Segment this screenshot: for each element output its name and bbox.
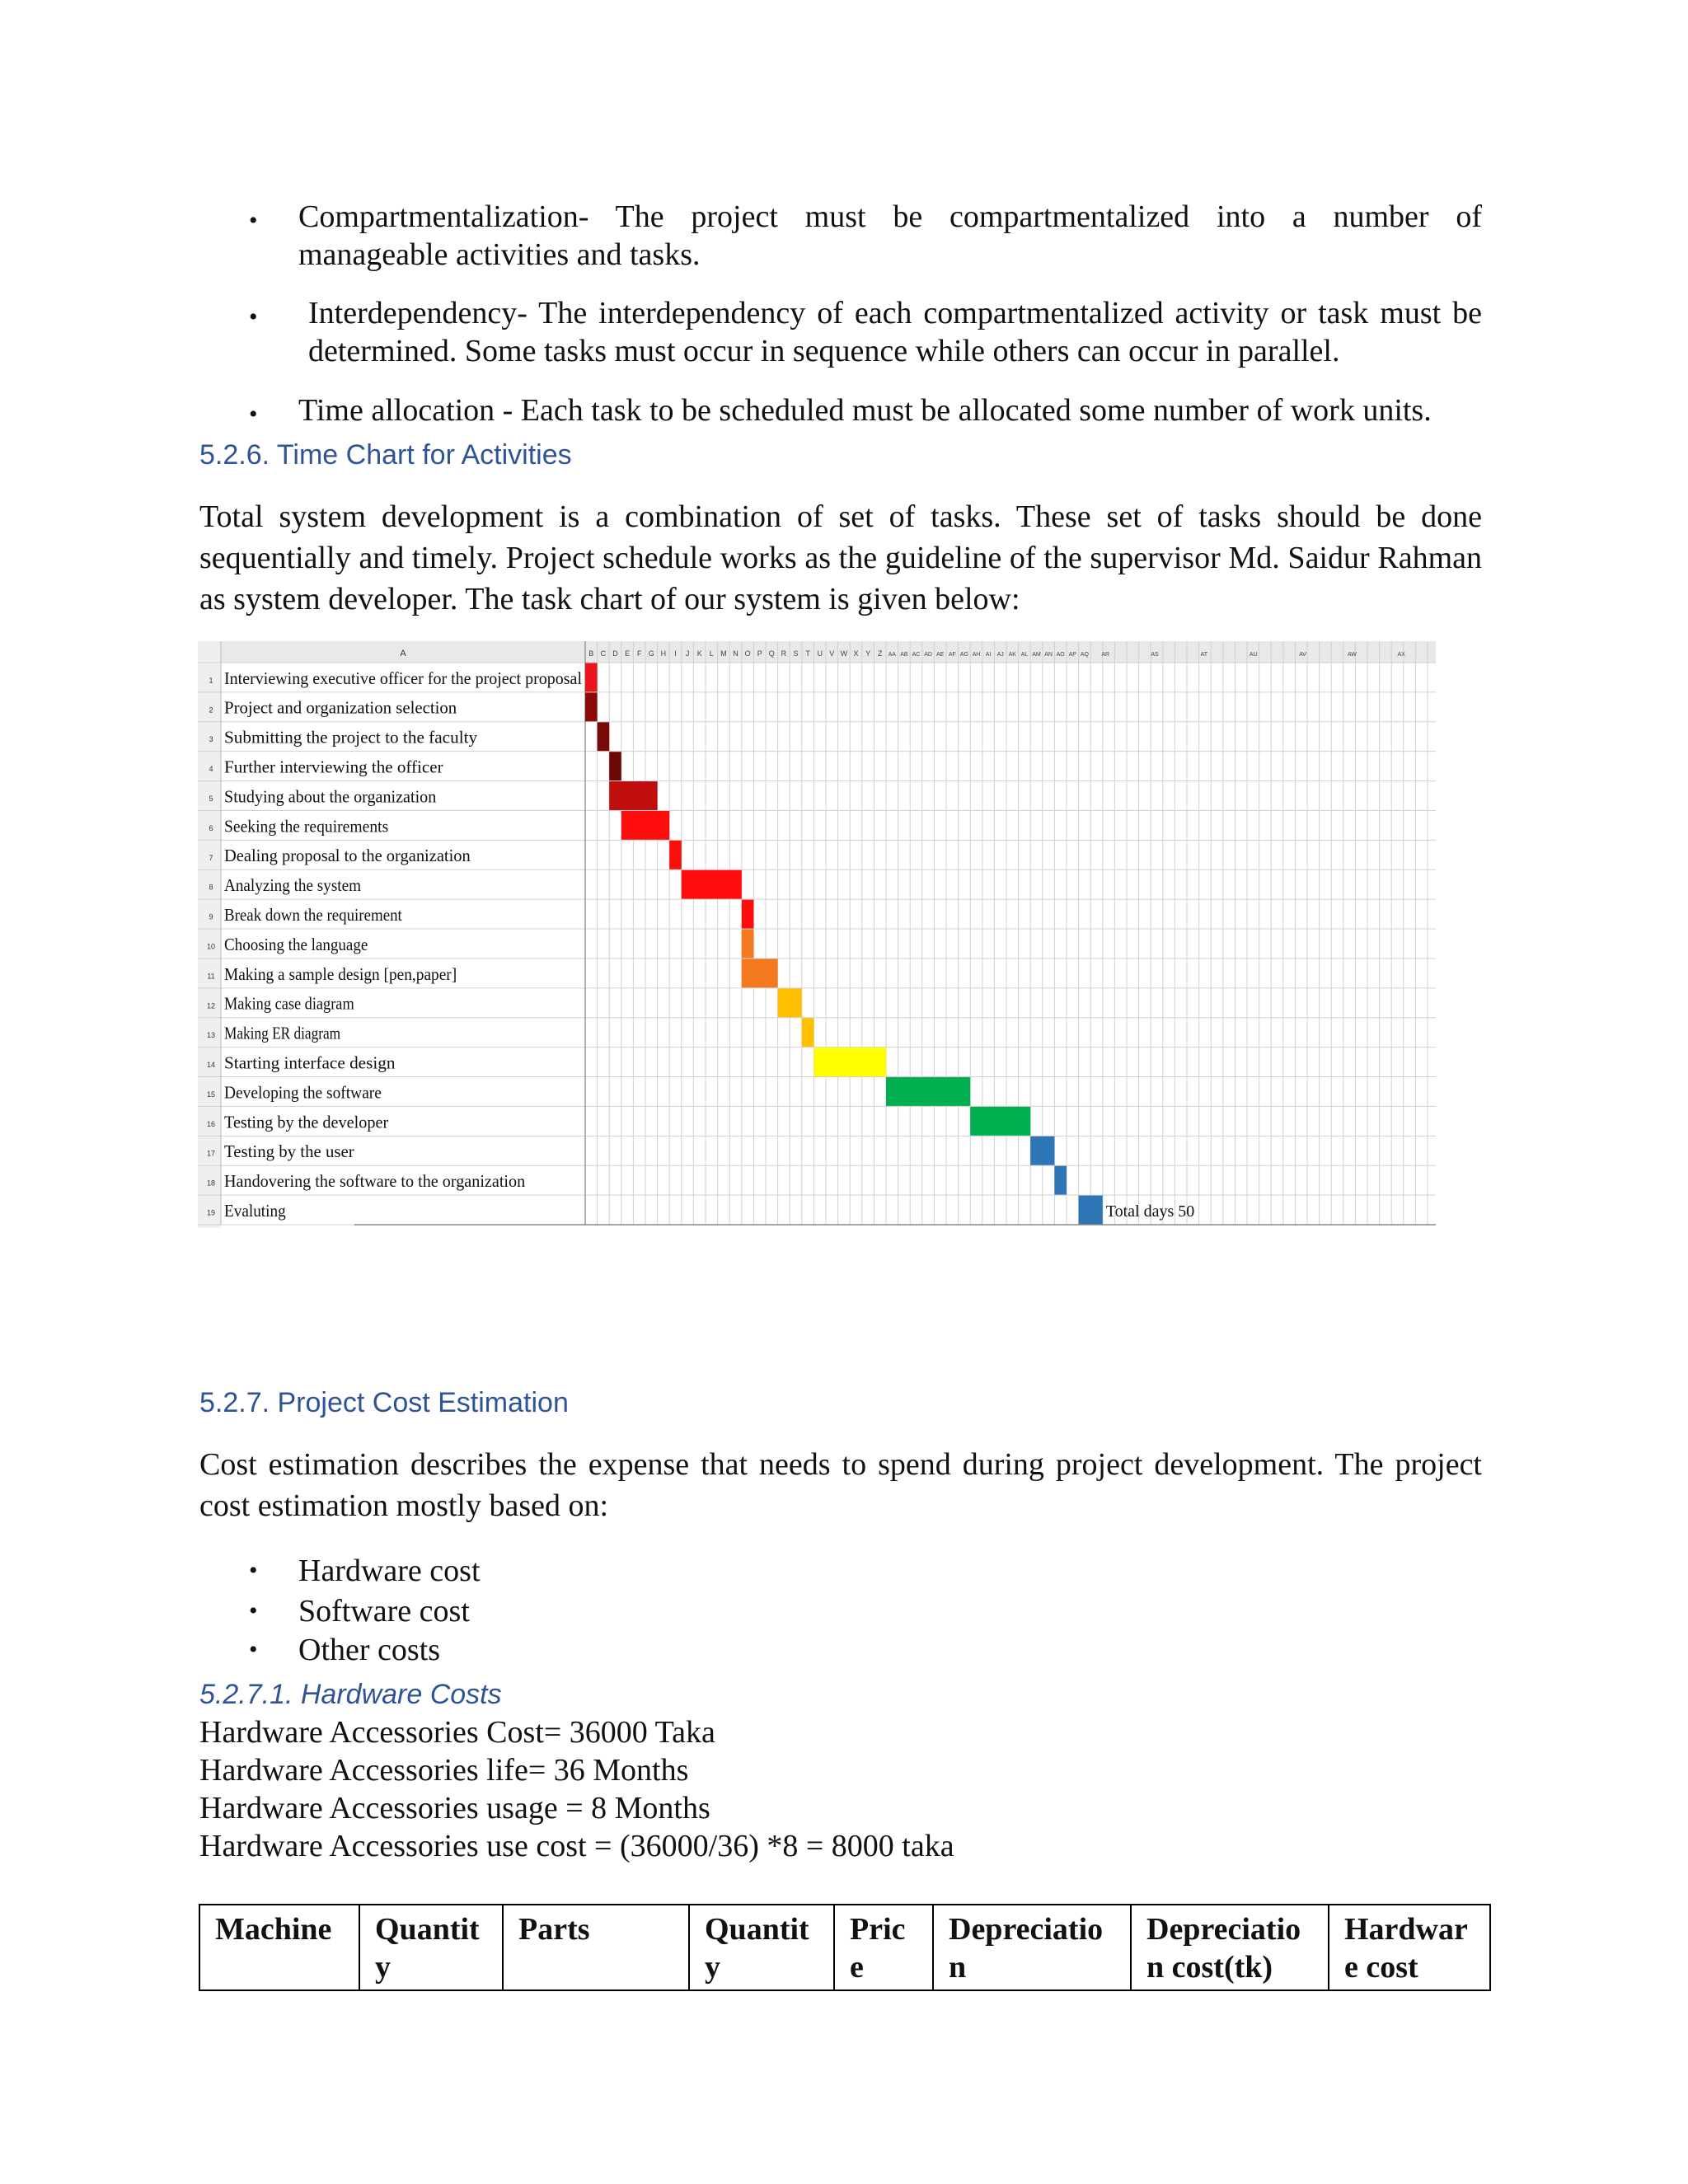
column-header: I [674,649,677,658]
hardware-cost-table [199,1904,1491,1991]
task-label: Interviewing executive officer for the project proposal [224,668,583,688]
table-header-parts-quantity: Quantit y [689,1905,834,1990]
bullet-text-line: manageable activities and tasks. [298,237,701,272]
row-number: 19 [206,1208,216,1217]
task-bar [1054,1166,1067,1195]
column-header: B [588,649,594,658]
row-number: 16 [206,1119,216,1128]
row-number: 6 [209,823,213,832]
table-header-row [199,1905,1490,1990]
task-bar [585,692,598,721]
row-number: 2 [209,705,213,715]
total-days-label: Total days 50 [1105,1202,1195,1221]
row-number: 4 [209,765,213,774]
task-label: Developing the software [224,1082,382,1103]
column-header: AI [985,652,992,658]
task-label: Making case diagram [224,993,354,1014]
task-bar [742,958,778,987]
bullet-interdependency [308,294,1482,370]
column-header: AG [959,652,968,658]
column-header: AH [972,652,981,658]
task-bar [598,722,610,751]
column-header: AR [1101,652,1110,658]
section-heading-time-chart: 5.2.6. Time Chart for Activities [199,439,572,471]
table-header-hardware-cost: Hardwar e cost [1329,1905,1490,1990]
column-header: AE [936,652,945,658]
task-label: Project and organization selection [224,697,457,718]
task-bar [742,930,754,958]
task-label: Break down the requirement [224,905,402,926]
task-label: Making ER diagram [224,1023,341,1043]
row-number: 12 [206,1001,216,1010]
task-label: Choosing the language [224,934,368,954]
column-header: AF [948,652,956,658]
column-header: AP [1068,652,1076,658]
column-header: C [600,649,607,658]
column-header: W [840,649,848,658]
column-header: AA [888,652,896,658]
column-header: AC [912,652,921,658]
task-bar [585,663,598,692]
row-number: 11 [207,972,215,981]
column-header: AT [1200,652,1208,658]
column-header: AV [1299,652,1306,658]
row-number: 3 [209,735,213,744]
task-bar [609,781,657,810]
column-header: AK [1008,652,1016,658]
column-header: AN [1044,652,1053,658]
bullet-text-line: determined. Some tasks must occur in sequence while others can occur in parallel. [308,334,1340,368]
bullet-compartmentalization [298,198,1482,274]
task-bar [814,1047,886,1076]
bullet-icon: • [249,401,258,428]
row-number-column [198,641,221,1228]
column-header: AL [1020,652,1029,658]
task-label: Further interviewing the officer [224,757,443,777]
column-header: R [781,649,787,658]
task-bar [886,1077,970,1106]
section-heading-cost-estimation: 5.2.7. Project Cost Estimation [199,1387,569,1418]
time-chart-paragraph: Total system development is a combination of set of tasks. These set of tasks should be done sequentially and timely. Project schedule works as the guideline of the supervisor Md. Saidur Rahman as system developer. The task chart of our system is given below: [199,499,1482,616]
row-number: 13 [206,1031,216,1040]
hardware-cost-line: Hardware Accessories Cost= 36000 Taka [199,1715,715,1750]
table-header-parts: Parts [503,1905,689,1990]
bullet-text-line: Interdependency- The interdependency of each compartmentalized activity or task must be [308,296,1482,330]
list-item-software-cost: Software cost [298,1594,470,1629]
table-header-depreciation: Depreciatio n [933,1905,1131,1990]
bullet-icon: • [249,1597,258,1624]
column-header: V [829,649,835,658]
task-label: Testing by the user [224,1141,354,1162]
bullet-time-allocation [298,391,1502,429]
task-bar [669,841,682,869]
bullet-icon: • [249,1557,258,1584]
column-header: S [793,649,799,658]
row-number: 1 [209,676,213,685]
task-label: Making a sample design [pen,paper] [224,963,457,984]
column-header: X [853,649,859,658]
task-bar [802,1018,814,1047]
column-header: AO [1056,652,1065,658]
column-header: AW [1347,652,1357,658]
task-bar [970,1107,1030,1136]
column-header: Y [865,649,871,658]
task-bar [778,988,802,1017]
bullet-icon: • [249,303,258,330]
row-number: 7 [209,853,213,862]
column-header: N [733,649,738,658]
column-header: AD [924,652,932,658]
column-header: G [648,649,654,658]
task-bar [1030,1137,1054,1165]
task-label: Submitting the project to the faculty [224,727,478,748]
bullet-text-line: Time allocation - Each task to be scheduled must be allocated some number of work units. [298,393,1432,428]
task-label: Studying about the organization [224,786,437,807]
column-header: E [625,649,631,658]
column-header: K [696,649,702,658]
column-header: M [720,649,727,658]
gantt-chart [198,641,1436,1228]
row-number: 18 [206,1179,216,1188]
hardware-use-cost-line: Hardware Accessories use cost = (36000/36) *8 = 8000 taka [199,1829,954,1863]
cost-estimation-paragraph: Cost estimation describes the expense that needs to spend during project development. The project cost estimation mostly based on: [199,1447,1482,1523]
row-number: 10 [206,942,216,951]
bullet-icon: • [249,1636,258,1663]
column-header: F [636,649,642,658]
task-bar [621,811,669,840]
column-header: L [709,649,714,658]
table-header-quantity: Quantit y [359,1905,503,1990]
task-bar [742,900,754,929]
column-header: Z [877,649,883,658]
section-heading-hardware-costs: 5.2.7.1. Hardware Costs [199,1679,502,1710]
task-label: Seeking the requirements [224,816,389,837]
column-header: J [685,649,690,658]
row-number: 17 [206,1149,216,1158]
column-header: H [660,649,667,658]
bullet-text-line: Compartmentalization- The project must be compartmentalized into a number of [298,199,1482,234]
column-header: AJ [996,652,1004,658]
column-header: O [744,649,751,658]
list-item-other-costs: Other costs [298,1633,441,1667]
hardware-usage-line: Hardware Accessories usage = 8 Months [199,1791,710,1825]
table-header-depreciation-cost: Depreciatio n cost(tk) [1131,1905,1329,1990]
task-label: Evaluting [224,1200,287,1221]
task-bar [682,870,742,899]
row-number: 5 [209,794,213,803]
row-number: 9 [209,912,213,921]
column-header: T [805,649,810,658]
task-label: Handovering the software to the organization [224,1171,526,1192]
hardware-life-line: Hardware Accessories life= 36 Months [199,1753,689,1788]
task-label: Dealing proposal to the organization [224,846,471,866]
column-header: AQ [1080,652,1089,658]
table-header-price: Pric e [834,1905,933,1990]
row-number: 14 [206,1061,216,1070]
list-item-hardware-cost: Hardware cost [298,1554,481,1588]
column-header: P [757,649,762,658]
table-header-machine: Machine [199,1905,359,1990]
task-bar [1079,1196,1103,1225]
task-bar [609,752,621,780]
task-label: Starting interface design [224,1052,396,1073]
grid-background [221,663,1436,1228]
task-label: Testing by the developer [224,1112,389,1132]
column-header: AM [1032,652,1041,658]
column-header: Q [768,649,775,658]
column-header: AX [1397,652,1405,658]
gantt-svg [198,641,1436,1228]
row-number: 15 [206,1090,216,1099]
task-label: Analyzing the system [224,875,361,896]
bullet-icon: • [249,207,258,234]
column-header: AB [900,652,908,658]
column-header: D [612,649,618,658]
column-header: AS [1151,652,1159,658]
column-header-a: A [400,649,406,658]
hardware-cost-lines [199,1713,954,1865]
column-header: U [817,649,823,658]
column-header: AU [1249,652,1258,658]
row-number: 8 [209,883,213,892]
